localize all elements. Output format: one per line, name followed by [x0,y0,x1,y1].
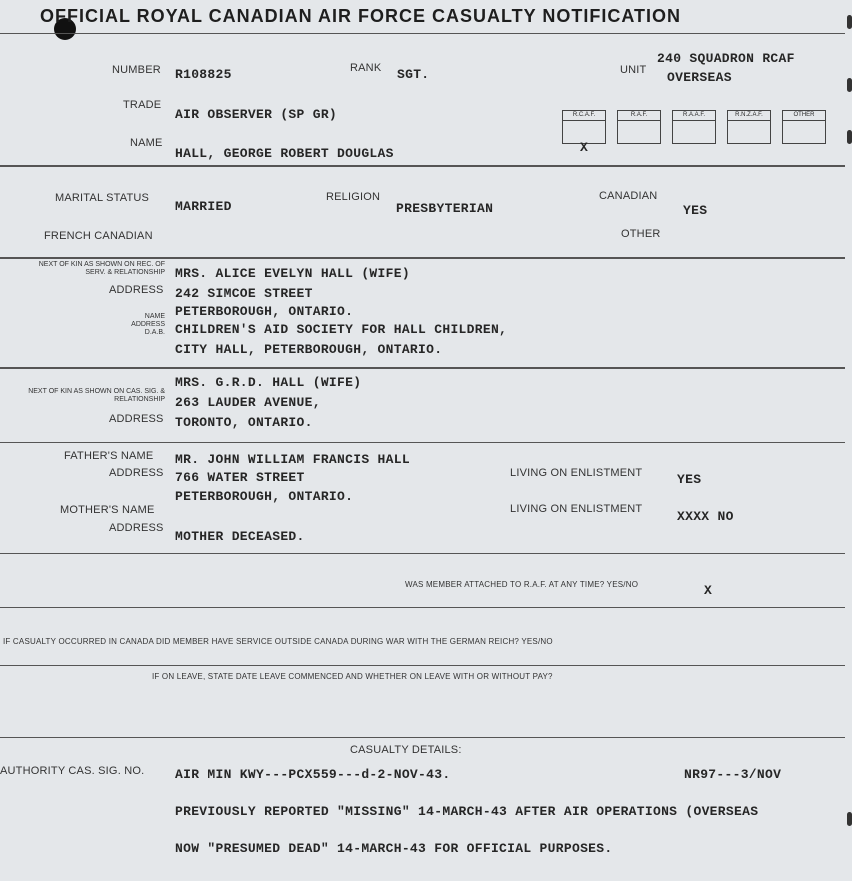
divider [0,165,845,167]
detail-line-2: NOW "PRESUMED DEAD" 14-MARCH-43 FOR OFFICIAL PURPOSES. [175,841,613,856]
binder-mark [847,130,852,144]
father-address-1: 766 WATER STREET [175,470,305,485]
rank-value: SGT. [397,67,430,82]
french-canadian-label: FRENCH CANADIAN [44,230,153,242]
nok2-address-2: TORONTO, ONTARIO. [175,415,313,430]
mother-living-value: XXXX NO [677,509,734,524]
box-raf: R.A.F. [617,110,661,144]
reference-value: NR97---3/NOV [684,767,782,782]
number-label: NUMBER [112,64,161,76]
mother-living-label: LIVING ON ENLISTMENT [510,503,643,515]
marital-value: MARRIED [175,199,232,214]
divider [0,737,845,738]
outside-canada-question: IF CASUALTY OCCURRED IN CANADA DID MEMBER HAVE SERVICE OUTSIDE CANADA DURING WAR WITH THE GERMAN REICH? YES/NO [3,637,553,646]
father-label: FATHER'S NAME [64,450,154,462]
dab-value-2: CITY HALL, PETERBOROUGH, ONTARIO. [175,342,443,357]
divider [0,607,845,608]
box-raaf: R.A.A.F. [672,110,716,144]
father-address-2: PETERBOROUGH, ONTARIO. [175,489,354,504]
trade-value: AIR OBSERVER (SP GR) [175,107,338,122]
dab-label: NAME ADDRESS D.A.B. [131,313,165,336]
box-rcaf: R.C.A.F. [562,110,606,144]
divider [0,257,845,259]
rank-label: RANK [350,62,382,74]
unit-label: UNIT [620,64,647,76]
nok2-address-1: 263 LAUDER AVENUE, [175,395,321,410]
mother-address: MOTHER DECEASED. [175,529,305,544]
form-title: OFFICIAL ROYAL CANADIAN AIR FORCE CASUALTY NOTIFICATION [40,6,682,26]
address-label: ADDRESS [109,413,164,425]
nok1-address-1: 242 SIMCOE STREET [175,286,313,301]
number-value: R108825 [175,67,232,82]
dab-value-1: CHILDREN'S AID SOCIETY FOR HALL CHILDREN, [175,322,508,337]
binder-mark [847,15,852,29]
binder-mark [847,78,852,92]
divider [0,553,845,554]
divider [0,367,845,369]
divider [0,442,845,443]
nok2-label: NEXT OF KIN AS SHOWN ON CAS. SIG. & RELATIONSHIP [28,388,165,403]
father-value: MR. JOHN WILLIAM FRANCIS HALL [175,452,410,467]
box-other: OTHER [782,110,826,144]
box-rnzaf: R.N.Z.A.F. [727,110,771,144]
religion-value: PRESBYTERIAN [396,201,494,216]
mother-label: MOTHER'S NAME [60,504,155,516]
detail-line-1: PREVIOUSLY REPORTED "MISSING" 14-MARCH-43 AFTER AIR OPERATIONS (OVERSEAS [175,804,759,819]
casualty-details-heading: CASUALTY DETAILS: [350,744,462,756]
address-label: ADDRESS [109,467,164,479]
binder-mark [847,812,852,826]
authority-value: AIR MIN KWY---PCX559---d-2-NOV-43. [175,767,451,782]
rcaf-mark: X [580,140,589,155]
divider [0,33,845,34]
nok1-address-2: PETERBOROUGH, ONTARIO. [175,304,354,319]
raf-question: WAS MEMBER ATTACHED TO R.A.F. AT ANY TIME? YES/NO [405,580,639,589]
nok1-label: NEXT OF KIN AS SHOWN ON REC. OF SERV. & RELATIONSHIP [38,261,165,276]
address-label: ADDRESS [109,522,164,534]
canadian-label: CANADIAN [599,190,658,202]
trade-label: TRADE [123,99,162,111]
name-value: HALL, GEORGE ROBERT DOUGLAS [175,146,394,161]
address-label: ADDRESS [109,284,164,296]
leave-question: IF ON LEAVE, STATE DATE LEAVE COMMENCED AND WHETHER ON LEAVE WITH OR WITHOUT PAY? [152,672,553,681]
canadian-value: YES [683,203,708,218]
raf-mark: X [704,583,713,598]
unit-value-line1: 240 SQUADRON RCAF [657,51,795,66]
name-label: NAME [130,137,163,149]
father-living-label: LIVING ON ENLISTMENT [510,467,643,479]
father-living-value: YES [677,472,702,487]
marital-label: MARITAL STATUS [55,192,150,204]
divider [0,665,845,666]
other-label: OTHER [621,228,661,240]
religion-label: RELIGION [326,191,381,203]
nok1-value: MRS. ALICE EVELYN HALL (WIFE) [175,266,410,281]
nok2-value: MRS. G.R.D. HALL (WIFE) [175,375,362,390]
unit-value-line2: OVERSEAS [667,70,732,85]
authority-label: AUTHORITY CAS. SIG. NO. [0,765,145,777]
